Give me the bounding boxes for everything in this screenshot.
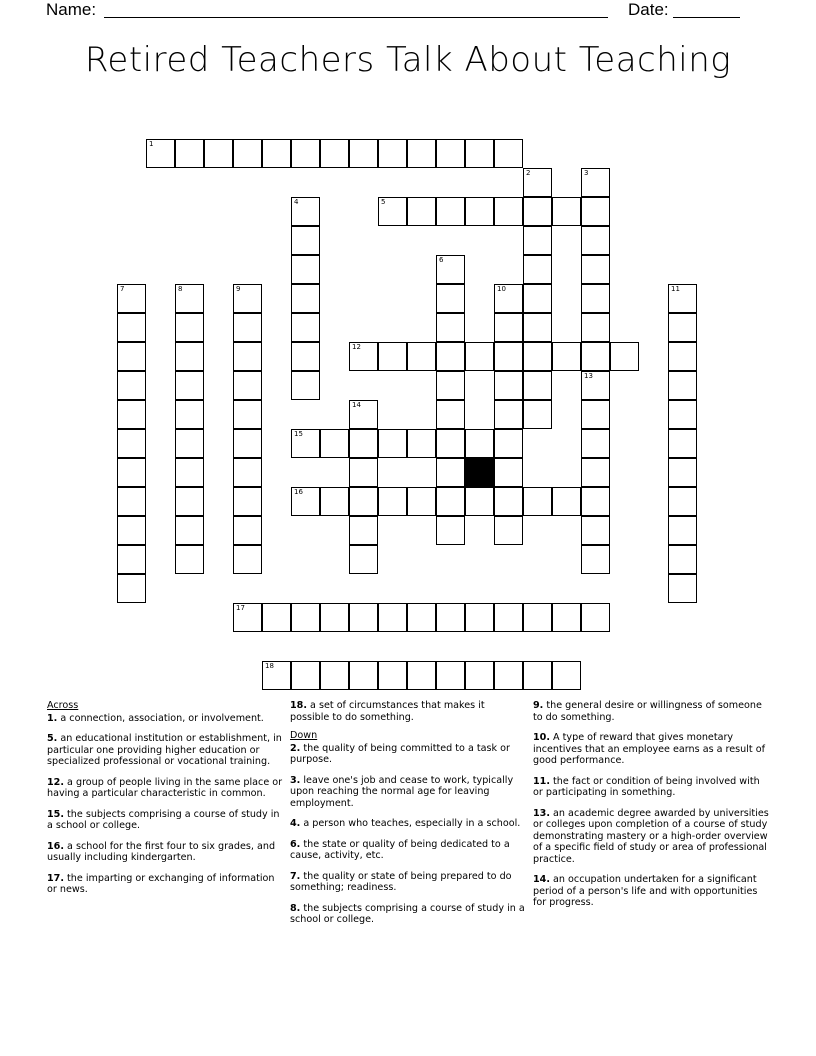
clue-number: 3. (290, 774, 301, 786)
grid-cell[interactable] (436, 603, 465, 632)
clue-number: 2 (526, 169, 531, 177)
grid-cell[interactable] (175, 458, 204, 487)
clue-number: 17. (47, 872, 64, 884)
grid-cell[interactable] (523, 168, 552, 197)
grid-cell[interactable] (291, 661, 320, 690)
grid-cell[interactable] (320, 603, 349, 632)
grid-cell[interactable] (320, 139, 349, 168)
grid-cell[interactable] (407, 342, 436, 371)
grid-cell[interactable] (378, 487, 407, 516)
clue-number: 1. (47, 712, 58, 724)
grid-cell[interactable] (117, 371, 146, 400)
grid-cell[interactable] (233, 284, 262, 313)
grid-cell[interactable] (494, 139, 523, 168)
grid-cell[interactable] (291, 429, 320, 458)
clue-number: 2. (290, 742, 301, 754)
grid-cell[interactable] (494, 603, 523, 632)
clue-number: 4 (294, 198, 299, 206)
grid-cell[interactable] (175, 429, 204, 458)
grid-cell[interactable] (291, 226, 320, 255)
clue-number: 12. (47, 776, 64, 788)
grid-cell[interactable] (233, 545, 262, 574)
grid-cell[interactable] (610, 342, 639, 371)
grid-cell[interactable] (349, 458, 378, 487)
grid-cell[interactable] (436, 371, 465, 400)
grid-cell[interactable] (494, 371, 523, 400)
grid-cell[interactable] (581, 168, 610, 197)
clue-number: 18 (265, 662, 274, 670)
grid-cell[interactable] (581, 458, 610, 487)
grid-cell[interactable] (436, 284, 465, 313)
grid-cell[interactable] (175, 342, 204, 371)
grid-cell[interactable] (465, 139, 494, 168)
grid-cell[interactable] (494, 516, 523, 545)
grid-cell[interactable] (552, 603, 581, 632)
clue-number: 13 (584, 372, 593, 380)
across-clue (47, 777, 283, 800)
grid-cell[interactable] (378, 342, 407, 371)
grid-cell[interactable] (581, 545, 610, 574)
grid-cell[interactable] (175, 516, 204, 545)
grid-cell[interactable] (349, 661, 378, 690)
clue-number: 11 (671, 285, 680, 293)
grid-cell[interactable] (523, 487, 552, 516)
down-clue (290, 871, 526, 894)
clue-number: 11. (533, 775, 550, 787)
grid-cell[interactable] (233, 313, 262, 342)
clue-text: the state or quality of being dedicated to a cause, activity, etc. (290, 838, 510, 861)
clue-number: 6 (439, 256, 444, 264)
grid-cell[interactable] (581, 487, 610, 516)
across-clue (47, 841, 283, 864)
grid-cell[interactable] (146, 139, 175, 168)
grid-cell[interactable] (465, 429, 494, 458)
clues-column-2 (290, 700, 526, 935)
clue-number: 8 (178, 285, 183, 293)
grid-cell[interactable] (117, 487, 146, 516)
grid-cell[interactable] (494, 661, 523, 690)
clue-text: the fact or condition of being involved with or participating in something. (533, 775, 760, 798)
grid-cell[interactable] (291, 487, 320, 516)
grid-cell[interactable] (581, 371, 610, 400)
grid-cell[interactable] (523, 371, 552, 400)
grid-cell[interactable] (552, 487, 581, 516)
clue-number: 8. (290, 902, 301, 914)
grid-cell[interactable] (552, 342, 581, 371)
clue-text: A type of reward that gives monetary incentives that an employee earns as a result of good performance. (533, 732, 765, 766)
grid-cell[interactable] (465, 603, 494, 632)
clue-number: 18. (290, 700, 307, 711)
grid-cell[interactable] (349, 487, 378, 516)
grid-cell[interactable] (262, 139, 291, 168)
down-clue-list-continued (533, 700, 769, 909)
grid-cell[interactable] (233, 429, 262, 458)
grid-cell[interactable] (378, 429, 407, 458)
clue-number: 16. (47, 840, 64, 852)
down-clue (290, 775, 526, 810)
grid-cell[interactable] (117, 342, 146, 371)
grid-cell[interactable] (117, 545, 146, 574)
grid-cell[interactable] (523, 284, 552, 313)
grid-cell[interactable] (436, 487, 465, 516)
grid-cell[interactable] (668, 284, 697, 313)
grid-cell[interactable] (668, 487, 697, 516)
clue-number: 5. (47, 733, 58, 744)
grid-cell[interactable] (494, 284, 523, 313)
grid-cell[interactable] (523, 661, 552, 690)
clue-number: 15 (294, 430, 303, 438)
grid-cell[interactable] (494, 458, 523, 487)
grid-cell[interactable] (233, 400, 262, 429)
grid-cell[interactable] (233, 342, 262, 371)
grid-cell[interactable] (349, 603, 378, 632)
grid-cell[interactable] (668, 545, 697, 574)
grid-cell[interactable] (581, 516, 610, 545)
clue-number: 5 (381, 198, 386, 206)
clue-number: 6. (290, 838, 301, 850)
down-clue (290, 818, 526, 830)
grid-cell[interactable] (523, 313, 552, 342)
clue-text: the subjects comprising a course of study in a school or college. (47, 808, 280, 831)
clue-number: 17 (236, 604, 245, 612)
clue-number: 14 (352, 401, 361, 409)
clue-text: the general desire or willingness of someone to do something. (533, 700, 762, 723)
across-clue (47, 733, 283, 768)
grid-cell[interactable] (262, 661, 291, 690)
grid-cell[interactable] (233, 487, 262, 516)
grid-cell[interactable] (436, 516, 465, 545)
grid-cell[interactable] (523, 400, 552, 429)
grid-cell[interactable] (494, 342, 523, 371)
grid-cell[interactable] (175, 400, 204, 429)
clue-number: 7 (120, 285, 125, 293)
grid-cell[interactable] (581, 284, 610, 313)
clue-number: 4. (290, 818, 301, 829)
puzzle-title: Retired Teachers Talk About Teaching (84, 40, 732, 80)
clue-number: 9. (533, 700, 544, 711)
grid-cell[interactable] (407, 603, 436, 632)
grid-cell[interactable] (117, 313, 146, 342)
grid-cell[interactable] (233, 516, 262, 545)
down-clue (533, 700, 769, 723)
grid-cell[interactable] (175, 487, 204, 516)
grid-cell[interactable] (668, 313, 697, 342)
grid-cell[interactable] (465, 197, 494, 226)
grid-cell[interactable] (117, 458, 146, 487)
clue-number: 10 (497, 285, 506, 293)
down-heading: Down (290, 730, 318, 741)
clue-text: the imparting or exchanging of information or news. (47, 872, 275, 895)
grid-cell[interactable] (494, 400, 523, 429)
grid-cell[interactable] (436, 458, 465, 487)
black-square (465, 458, 494, 487)
down-clue (290, 903, 526, 926)
grid-cell[interactable] (581, 255, 610, 284)
grid-cell[interactable] (581, 197, 610, 226)
clue-number: 15. (47, 808, 64, 820)
grid-cell[interactable] (378, 661, 407, 690)
grid-cell[interactable] (668, 371, 697, 400)
grid-cell[interactable] (291, 371, 320, 400)
grid-cell[interactable] (581, 429, 610, 458)
grid-cell[interactable] (117, 429, 146, 458)
clue-text: an academic degree awarded by universities or colleges upon completion of a course of study demonstrating mastery or a high-order overview of a specific field of study or area of professional practice. (533, 807, 769, 865)
grid-cell[interactable] (117, 516, 146, 545)
grid-cell[interactable] (436, 661, 465, 690)
grid-cell[interactable] (407, 429, 436, 458)
grid-cell[interactable] (494, 429, 523, 458)
across-clue (47, 809, 283, 832)
grid-cell[interactable] (436, 255, 465, 284)
clue-number: 10. (533, 732, 550, 743)
grid-cell[interactable] (668, 516, 697, 545)
grid-cell[interactable] (581, 603, 610, 632)
clue-text: a person who teaches, especially in a school. (300, 818, 521, 829)
grid-cell[interactable] (436, 139, 465, 168)
grid-cell[interactable] (291, 284, 320, 313)
down-clue (533, 808, 769, 866)
grid-cell[interactable] (349, 400, 378, 429)
clue-text: the quality or state of being prepared to do something; readiness. (290, 870, 512, 893)
clue-number: 7. (290, 870, 301, 882)
grid-cell[interactable] (552, 661, 581, 690)
grid-cell[interactable] (320, 661, 349, 690)
clue-text: leave one's job and cease to work, typically upon reaching the normal age for leaving employment. (290, 774, 514, 809)
clue-number: 14. (533, 874, 550, 885)
grid-cell[interactable] (465, 342, 494, 371)
grid-cell[interactable] (378, 139, 407, 168)
grid-cell[interactable] (262, 603, 291, 632)
clue-text: a school for the first four to six grades, and usually including kindergarten. (47, 840, 276, 863)
across-clue (47, 873, 283, 896)
grid-cell[interactable] (668, 458, 697, 487)
clue-number: 1 (149, 140, 154, 148)
grid-cell[interactable] (523, 197, 552, 226)
across-clue-list-continued (290, 700, 526, 723)
grid-cell[interactable] (175, 371, 204, 400)
grid-cell[interactable] (320, 429, 349, 458)
grid-cell[interactable] (668, 400, 697, 429)
grid-cell[interactable] (494, 487, 523, 516)
across-clue (290, 700, 526, 723)
down-clue (533, 732, 769, 767)
clue-number: 12 (352, 343, 361, 351)
grid-cell[interactable] (233, 603, 262, 632)
grid-cell[interactable] (465, 487, 494, 516)
clue-text: a set of circumstances that makes it possible to do something. (290, 700, 485, 723)
grid-cell[interactable] (117, 400, 146, 429)
grid-cell[interactable] (175, 545, 204, 574)
down-clue (533, 776, 769, 799)
grid-cell[interactable] (407, 139, 436, 168)
clue-number: 16 (294, 488, 303, 496)
grid-cell[interactable] (668, 342, 697, 371)
clues-column-3 (533, 700, 769, 918)
grid-cell[interactable] (349, 429, 378, 458)
grid-cell[interactable] (117, 284, 146, 313)
grid-cell[interactable] (494, 197, 523, 226)
clue-text: a group of people living in the same place or having a particular characteristic in common. (47, 776, 283, 799)
grid-cell[interactable] (407, 487, 436, 516)
grid-cell[interactable] (233, 458, 262, 487)
grid-cell[interactable] (378, 603, 407, 632)
grid-cell[interactable] (291, 342, 320, 371)
grid-cell[interactable] (668, 429, 697, 458)
clue-number: 13. (533, 807, 550, 819)
down-clue-list (290, 743, 526, 926)
down-clue (290, 839, 526, 862)
grid-cell[interactable] (465, 661, 494, 690)
name-label: Name: (46, 0, 97, 19)
clue-text: a connection, association, or involvement. (57, 712, 264, 724)
grid-cell[interactable] (320, 487, 349, 516)
clue-text: an occupation undertaken for a significant period of a person's life and with opportunities for progress. (533, 874, 758, 908)
grid-cell[interactable] (494, 313, 523, 342)
grid-cell[interactable] (668, 574, 697, 603)
grid-cell[interactable] (117, 574, 146, 603)
grid-cell[interactable] (436, 313, 465, 342)
grid-cell[interactable] (552, 197, 581, 226)
grid-cell[interactable] (523, 226, 552, 255)
grid-cell[interactable] (378, 197, 407, 226)
grid-cell[interactable] (523, 255, 552, 284)
grid-cell[interactable] (233, 139, 262, 168)
grid-cell[interactable] (523, 342, 552, 371)
grid-cell[interactable] (581, 226, 610, 255)
grid-cell[interactable] (291, 255, 320, 284)
across-clue-list (47, 713, 283, 896)
grid-cell[interactable] (436, 197, 465, 226)
grid-cell[interactable] (204, 139, 233, 168)
clue-text: an educational institution or establishment, in particular one providing higher education or specialized professional or vocational training. (47, 733, 282, 767)
grid-cell[interactable] (291, 603, 320, 632)
down-clue (533, 874, 769, 909)
clues-column-1 (47, 700, 283, 905)
grid-cell[interactable] (436, 429, 465, 458)
grid-cell[interactable] (175, 313, 204, 342)
across-heading: Across (47, 700, 79, 711)
grid-cell[interactable] (349, 516, 378, 545)
grid-cell[interactable] (233, 371, 262, 400)
grid-cell[interactable] (175, 284, 204, 313)
grid-cell[interactable] (175, 139, 204, 168)
grid-cell[interactable] (523, 603, 552, 632)
grid-cell[interactable] (407, 661, 436, 690)
clue-text: the quality of being committed to a task or purpose. (290, 742, 510, 765)
grid-cell[interactable] (291, 197, 320, 226)
down-clue (290, 743, 526, 766)
grid-cell[interactable] (291, 139, 320, 168)
date-label: Date: (628, 0, 669, 19)
grid-cell[interactable] (581, 342, 610, 371)
grid-cell[interactable] (349, 139, 378, 168)
grid-cell[interactable] (436, 342, 465, 371)
clue-text: the subjects comprising a course of study in a school or college. (290, 902, 525, 925)
across-clue (47, 713, 283, 725)
grid-cell[interactable] (581, 313, 610, 342)
grid-cell[interactable] (349, 545, 378, 574)
grid-cell[interactable] (291, 313, 320, 342)
grid-cell[interactable] (407, 197, 436, 226)
clue-number: 3 (584, 169, 589, 177)
grid-cell[interactable] (581, 400, 610, 429)
grid-cell[interactable] (436, 400, 465, 429)
grid-cell[interactable] (349, 342, 378, 371)
clue-number: 9 (236, 285, 241, 293)
